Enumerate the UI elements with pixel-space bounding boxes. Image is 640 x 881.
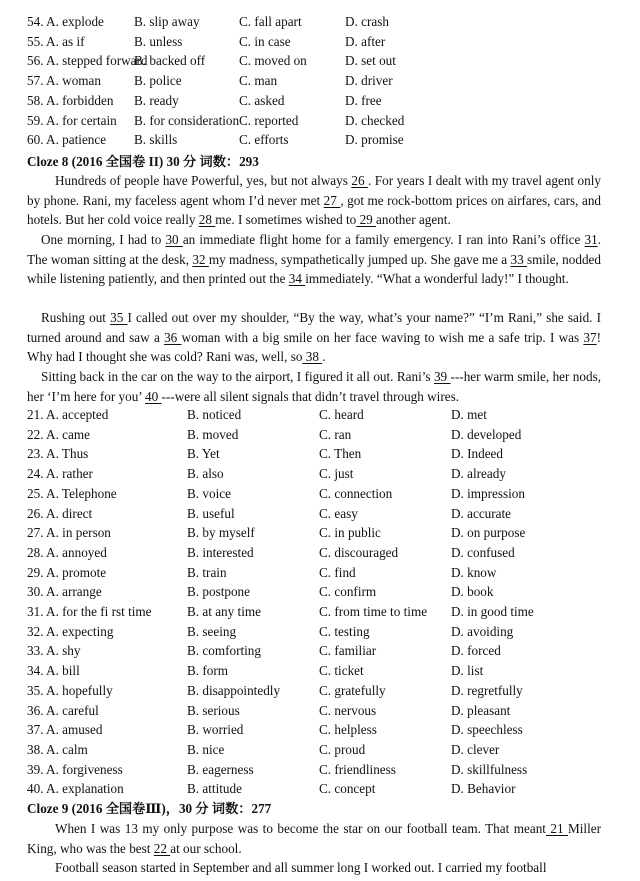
question-option-c: C. heard <box>319 407 364 422</box>
question-row <box>0 661 640 680</box>
passage-text: smile, nodded while listening patiently, and then printed out the <box>27 251 601 287</box>
question-option-d: D. free <box>345 92 382 108</box>
question-option-c: C. concept <box>319 781 376 797</box>
cloze9-heading: Cloze 9 (2016 全国卷Ⅲ)，30 分 词数：277 <box>27 801 272 816</box>
question-option-c: C. man <box>239 73 278 89</box>
question-row <box>0 444 640 463</box>
top-question-row <box>0 32 640 51</box>
question-option-c: C. fall apart <box>239 14 302 29</box>
question-option-b: B. attitude <box>187 781 242 797</box>
passage-text: an immediate flight home for a family emergency. I ran into Rani’s office <box>182 232 585 247</box>
question-option-a: 21. A. accepted <box>27 407 109 422</box>
question-option-d: D. speechless <box>451 722 523 738</box>
passage-text: . The woman sitting at the desk, <box>27 232 602 267</box>
question-option-d: D. know <box>451 564 497 580</box>
question-option-c: C. asked <box>239 92 285 108</box>
passage-text: my madness, sympathetically jumped up. She gave me a <box>208 251 511 267</box>
question-option-d: D. after <box>345 33 386 49</box>
question-option-a: 30. A. arrange <box>27 584 102 600</box>
question-option-c: C. reported <box>239 112 299 128</box>
question-option-b: B. eagerness <box>187 761 254 777</box>
question-option-b: B. voice <box>187 485 231 501</box>
top-question-row <box>0 12 640 31</box>
answer-blank: 39 <box>433 369 451 384</box>
question-option-a: 37. A. amused <box>27 722 103 738</box>
answer-blank: 33 <box>510 251 527 267</box>
question-option-c: C. helpless <box>319 722 377 738</box>
passage-text: ---her warm smile, her nods, her ‘I’m here for you’ <box>27 369 601 404</box>
question-row <box>0 701 640 720</box>
cloze8-paragraph-4 <box>27 367 601 406</box>
question-option-b: B. nice <box>187 741 225 757</box>
question-option-a: 28. A. annoyed <box>27 544 107 560</box>
cloze8-heading: Cloze 8 (2016 全国卷 II) 30 分 词数：293 <box>27 154 259 169</box>
question-option-d: D. accurate <box>451 505 512 521</box>
answer-blank: 27 <box>323 192 341 208</box>
passage-text: me. I sometimes wished to <box>215 212 357 228</box>
cloze9-paragraph-2 <box>27 858 601 878</box>
question-option-c: C. testing <box>319 623 370 639</box>
question-row <box>0 641 640 660</box>
question-option-b: B. unless <box>134 33 183 49</box>
passage-text: When I was 13 my only purpose was to become the star on our football team. That meant <box>55 821 546 836</box>
question-option-c: C. moved on <box>239 53 307 69</box>
question-option-b: B. form <box>187 663 229 679</box>
question-row <box>0 622 640 641</box>
question-option-c: C. from time to time <box>319 604 428 619</box>
question-row <box>0 405 640 424</box>
question-option-d: D. set out <box>345 53 396 69</box>
question-option-a: 36. A. careful <box>27 702 99 718</box>
question-option-d: D. skillfulness <box>451 761 528 777</box>
question-option-a: 55. A. as if <box>27 33 85 49</box>
question-option-b: B. skills <box>134 132 178 148</box>
question-option-a: 33. A. shy <box>27 643 81 659</box>
question-option-d: D. Behavior <box>451 781 516 797</box>
question-option-b: B. serious <box>187 702 240 718</box>
question-row <box>0 720 640 739</box>
question-option-b: B. also <box>187 466 224 482</box>
answer-blank: 37 <box>583 329 597 345</box>
question-option-d: D. Indeed <box>451 446 503 462</box>
question-row <box>0 523 640 542</box>
passage-text: One morning, I had to <box>41 232 166 247</box>
question-option-a: 60. A. patience <box>27 132 107 148</box>
question-row <box>0 543 640 562</box>
question-row <box>0 504 640 523</box>
question-option-d: D. already <box>451 466 506 482</box>
question-option-b: B. interested <box>187 544 254 560</box>
question-option-c: C. ticket <box>319 663 364 679</box>
question-option-d: D. avoiding <box>451 623 514 639</box>
question-option-d: D. driver <box>345 73 393 89</box>
passage-text: . <box>322 349 326 365</box>
question-option-d: D. developed <box>451 426 522 442</box>
question-option-a: 27. A. in person <box>27 525 111 541</box>
passage-text: ! Why had I thought she was cold? Rani was, well, so <box>27 329 602 365</box>
question-option-b: B. worried <box>187 722 244 738</box>
answer-blank: 21 <box>545 821 569 836</box>
answer-blank: 28 <box>198 212 216 228</box>
passage-text: Sitting back in the car on the way to the airport, I figured it all out. Rani’s <box>41 369 434 384</box>
question-option-b: B. slip away <box>134 14 200 29</box>
question-option-a: 31. A. for the fi rst time <box>27 604 152 619</box>
question-option-b: B. postpone <box>187 584 251 600</box>
question-option-b: B. backed off <box>134 53 206 69</box>
top-question-row <box>0 130 640 149</box>
question-option-a: 59. A. for certain <box>27 112 117 128</box>
question-option-d: D. confused <box>451 544 515 560</box>
question-option-d: D. promise <box>345 132 404 148</box>
question-option-d: D. in good time <box>451 604 534 619</box>
cloze9-paragraph-1 <box>27 819 601 858</box>
question-row <box>0 582 640 601</box>
answer-blank: 38 <box>302 349 323 365</box>
question-option-a: 35. A. hopefully <box>27 682 113 698</box>
answer-blank: 34 <box>288 271 306 287</box>
question-option-b: B. moved <box>187 426 239 442</box>
passage-text: another agent. <box>376 212 451 228</box>
passage-text: at our school. <box>170 840 242 856</box>
passage-text: . For years I dealt with my travel agent only by phone. Rani, my faceless agent whom I’d never met <box>27 173 601 208</box>
question-option-c: C. connection <box>319 485 393 501</box>
question-option-c: C. Then <box>319 446 362 462</box>
passage-text: Rushing out <box>41 310 111 325</box>
question-option-d: D. book <box>451 584 494 600</box>
question-option-b: B. seeing <box>187 623 237 639</box>
passage-text: Football season started in September and all summer long I worked out. I carried my football <box>55 860 547 875</box>
answer-blank: 30 <box>165 232 183 247</box>
question-option-b: B. ready <box>134 92 179 108</box>
question-row <box>0 602 640 621</box>
cloze8-paragraph-2 <box>27 230 601 289</box>
question-option-d: D. clever <box>451 741 500 757</box>
question-option-a: 58. A. forbidden <box>27 92 114 108</box>
question-option-c: C. just <box>319 466 354 482</box>
cloze8-paragraph-1 <box>27 171 601 230</box>
question-option-b: B. noticed <box>187 407 242 422</box>
answer-blank: 35 <box>110 310 128 325</box>
question-option-c: C. discouraged <box>319 544 399 560</box>
question-option-b: B. comforting <box>187 643 261 659</box>
question-option-d: D. on purpose <box>451 525 526 541</box>
answer-blank: 26 <box>351 173 369 188</box>
question-option-b: B. at any time <box>187 604 261 619</box>
question-option-c: C. friendliness <box>319 761 396 777</box>
question-option-c: C. in case <box>239 33 291 49</box>
question-row <box>0 464 640 483</box>
top-question-row <box>0 111 640 130</box>
question-option-c: C. gratefully <box>319 682 386 698</box>
question-option-a: 56. A. stepped forward <box>27 53 148 69</box>
top-question-row <box>0 51 640 70</box>
question-option-a: 23. A. Thus <box>27 446 89 462</box>
question-option-d: D. met <box>451 407 487 422</box>
question-option-d: D. crash <box>345 14 389 29</box>
question-row <box>0 740 640 759</box>
passage-text: immediately. “What a wonderful lady!” I thought. <box>305 271 569 287</box>
question-option-c: C. nervous <box>319 702 377 718</box>
question-option-b: B. for consideration <box>134 112 240 128</box>
question-option-c: C. easy <box>319 505 358 521</box>
question-option-b: B. Yet <box>187 446 220 462</box>
question-option-d: D. impression <box>451 485 525 501</box>
question-option-d: D. forced <box>451 643 501 659</box>
passage-text: Hundreds of people have Powerful, yes, but not always <box>55 173 352 188</box>
question-option-b: B. useful <box>187 505 235 521</box>
passage-text: , got me rock-bottom prices on airfares, cars, and hotels. But her cold voice really <box>27 192 602 228</box>
question-option-d: D. regretfully <box>451 682 523 698</box>
question-option-a: 38. A. calm <box>27 741 88 757</box>
question-option-a: 24. A. rather <box>27 466 93 482</box>
question-option-c: C. ran <box>319 426 352 442</box>
answer-blank: 31 <box>584 232 598 247</box>
question-option-b: B. disappointedly <box>187 682 281 698</box>
question-option-c: C. confirm <box>319 584 377 600</box>
question-row <box>0 681 640 700</box>
question-row <box>0 484 640 503</box>
question-row <box>0 779 640 798</box>
passage-text: Miller King, who was the best <box>27 821 602 856</box>
question-option-c: C. familiar <box>319 643 377 659</box>
question-option-a: 26. A. direct <box>27 505 93 521</box>
question-option-a: 32. A. expecting <box>27 623 114 639</box>
question-row <box>0 760 640 779</box>
question-option-b: B. police <box>134 73 182 89</box>
question-row <box>0 425 640 444</box>
question-option-a: 54. A. explode <box>27 14 104 29</box>
question-option-a: 40. A. explanation <box>27 781 124 797</box>
passage-text: ---were all silent signals that didn’t travel through wires. <box>161 388 460 404</box>
passage-text: woman with a big smile on her face waving to wish me a safe trip. I was <box>181 329 584 345</box>
answer-blank: 29 <box>356 212 377 228</box>
question-option-d: D. pleasant <box>451 702 511 718</box>
question-option-c: C. efforts <box>239 132 289 148</box>
question-option-a: 25. A. Telephone <box>27 485 117 501</box>
question-option-b: B. by myself <box>187 525 255 541</box>
answer-blank: 36 <box>164 329 182 345</box>
top-question-row <box>0 91 640 110</box>
passage-text: I called out over my shoulder, “By the way, what’s your name?” “I’m Rani,” she said. I turned around and saw a <box>27 310 602 345</box>
question-option-d: D. list <box>451 663 484 679</box>
question-row <box>0 563 640 582</box>
cloze8-paragraph-3 <box>27 308 601 367</box>
question-option-a: 57. A. woman <box>27 73 101 89</box>
top-question-row <box>0 71 640 90</box>
question-option-c: C. proud <box>319 741 366 757</box>
answer-blank: 40 <box>145 388 162 404</box>
question-option-b: B. train <box>187 564 227 580</box>
question-option-a: 22. A. came <box>27 426 90 442</box>
question-option-a: 39. A. forgiveness <box>27 761 123 777</box>
answer-blank: 32 <box>192 251 209 267</box>
question-option-a: 34. A. bill <box>27 663 80 679</box>
answer-blank: 22 <box>153 840 171 856</box>
question-option-c: C. in public <box>319 525 381 541</box>
question-option-a: 29. A. promote <box>27 564 107 580</box>
question-option-c: C. find <box>319 564 356 580</box>
question-option-d: D. checked <box>345 112 405 128</box>
